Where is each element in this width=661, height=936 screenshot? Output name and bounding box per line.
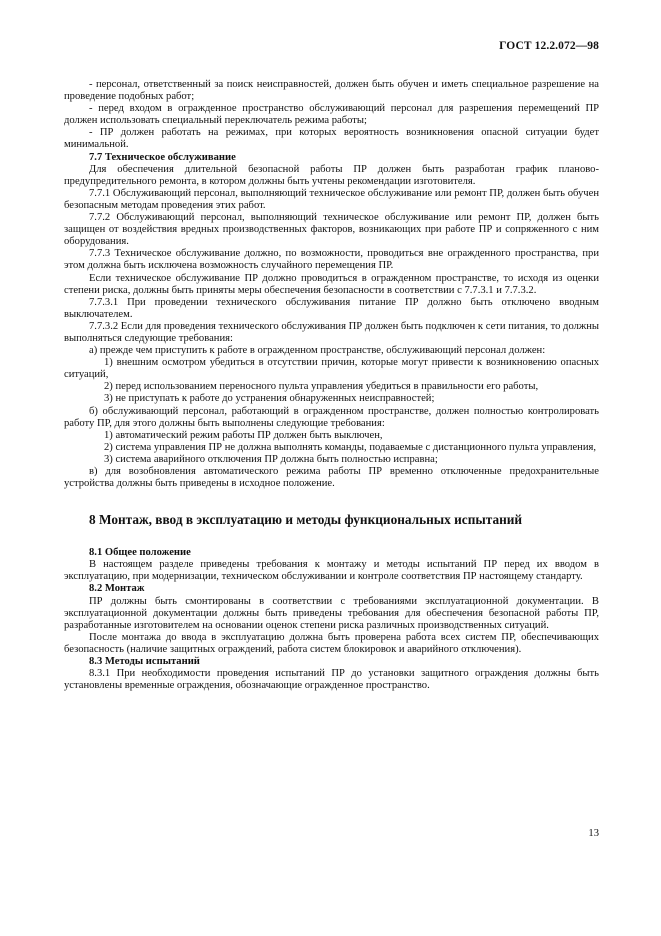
- list-item: 2) перед использованием переносного пульта управления убедиться в правильности его работы,: [104, 381, 539, 393]
- list-item: 3) не приступать к работе до устранения обнаруженных неисправностей;: [104, 393, 435, 405]
- list-item: 1) автоматический режим работы ПР должен быть выключен,: [104, 429, 383, 441]
- paragraph: - ПР должен работать на режимах, при которых вероятность возникновения опасной ситуации будет минимальной.: [64, 127, 599, 151]
- paragraph: ПР должны быть смонтированы в соответствии с требованиями эксплуатационной документации. В эксплуатационной документации должны быть приведены требования для обеспечения безопасной работы ПР, разработанные изготовителем на основании оценок степени риска различных производственных ситуаций.: [64, 595, 599, 631]
- subsection-heading-8-2: 8.2 Монтаж: [89, 583, 145, 595]
- paragraph: 7.7.3 Техническое обслуживание должно, по возможности, проводиться вне огражденного пространства, при этом должна быть исключена возможность случайного перемещения ПР.: [64, 248, 599, 272]
- paragraph: 7.7.2 Обслуживающий персонал, выполняющий техническое обслуживание или ремонт ПР, должен быть защищен от воздействия вредных производственных факторов, возникающих при работе ПР и сопряженного с ним оборудования.: [64, 212, 599, 248]
- paragraph: 7.7.3.1 При проведении технического обслуживания питание ПР должно быть отключено вводным выключателем.: [64, 296, 599, 320]
- subsection-heading-8-3: 8.3 Методы испытаний: [89, 656, 200, 668]
- spacer: [64, 490, 599, 512]
- paragraph: 7.7.3.2 Если для проведения технического обслуживания ПР должен быть подключен к сети питания, то должны выполняться следующие требования:: [64, 320, 599, 344]
- paragraph: - персонал, ответственный за поиск неисправностей, должен быть обучен и иметь специальное разрешение на проведение подобных работ;: [64, 79, 599, 103]
- paragraph: Если техническое обслуживание ПР должно проводиться в огражденном пространстве, то исходя из оценки степени риска, должны быть приняты меры обеспечения безопасности в соответствии с 7.7.3.1 и 7.7.3.2.: [64, 272, 599, 296]
- paragraph: б) обслуживающий персонал, работающий в огражденном пространстве, должен полностью контролировать работу ПР, для этого должны быть выполнены следующие требования:: [64, 405, 599, 429]
- paragraph: В настоящем разделе приведены требования к монтажу и методы испытаний ПР перед их вводом в эксплуатацию, при модернизации, техническом обслуживании и контроле соответствия ПР настоящему стандарту.: [64, 559, 599, 583]
- paragraph: 7.7.1 Обслуживающий персонал, выполняющий техническое обслуживание или ремонт ПР, должен быть обучен безопасным методам проведения этих работ.: [64, 187, 599, 211]
- subsection-heading-8-1: 8.1 Общее положение: [89, 547, 191, 559]
- document-body: [64, 79, 599, 692]
- list-item: 3) система аварийного отключения ПР должна быть полностью исправна;: [104, 453, 438, 465]
- spacer: [64, 528, 599, 547]
- paragraph: а) прежде чем приступить к работе в огражденном пространстве, обслуживающий персонал должен:: [89, 345, 546, 357]
- list-item: 2) система управления ПР не должна выполнять команды, подаваемые с дистанционного пульта управления,: [104, 441, 597, 453]
- paragraph: - перед входом в огражденное пространство обслуживающий персонал для разрешения перемещений ПР должен использовать специальный переключатель режима работы;: [64, 103, 599, 127]
- paragraph: Для обеспечения длительной безопасной работы ПР должен быть разработан график планово-предупредительного ремонта, в котором должны быть учтены рекомендации изготовителя.: [64, 163, 599, 187]
- page-number: 13: [588, 828, 599, 839]
- section-heading-8: 8 Монтаж, ввод в эксплуатацию и методы функциональных испытаний: [89, 512, 523, 528]
- paragraph: 8.3.1 При необходимости проведения испытаний ПР до установки защитного ограждения должны быть установлены временные ограждения, обозначающие огражденное пространство.: [64, 668, 599, 692]
- paragraph: в) для возобновления автоматического режима работы ПР временно отключенные предохранительные устройства должны быть приведены в исходное положение.: [64, 466, 599, 490]
- standard-code-header: ГОСТ 12.2.072—98: [499, 40, 599, 52]
- list-item: 1) внешним осмотром убедиться в отсутствии причин, которые могут привести к возникновению опасных ситуаций,: [64, 357, 599, 381]
- paragraph: После монтажа до ввода в эксплуатацию должна быть проверена работа всех систем ПР, обеспечивающих безопасность (наличие защитных ограждений, работа систем блокировок и аварийного отключения).: [64, 631, 599, 655]
- subsection-heading-7-7: 7.7 Техническое обслуживание: [89, 151, 236, 163]
